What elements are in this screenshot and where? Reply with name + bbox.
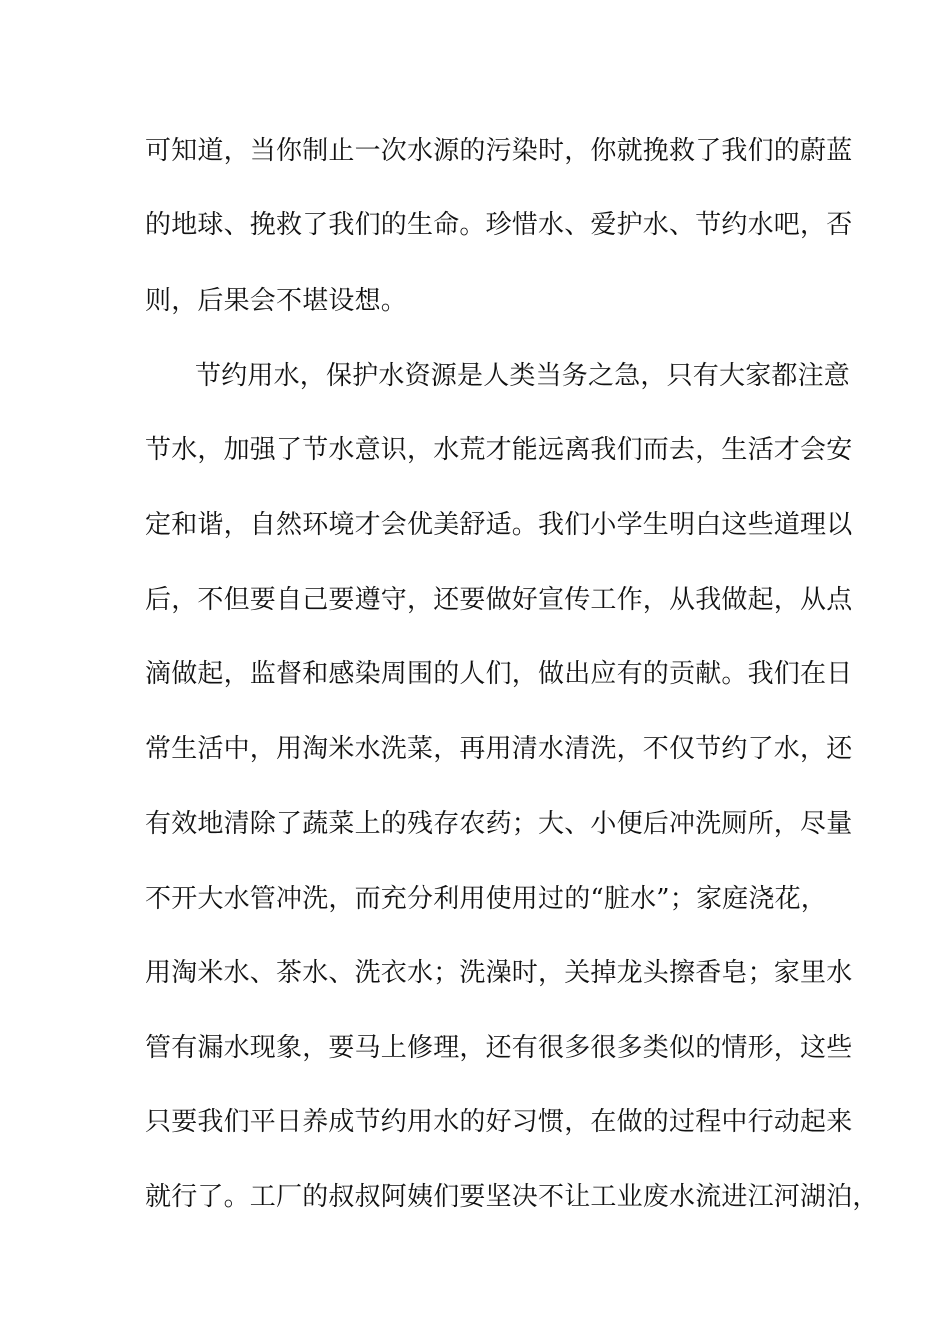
paragraph-line: 后，不但要自己要遵守，还要做好宣传工作，从我做起，从点 xyxy=(145,585,853,615)
paragraph-line: 就行了。工厂的叔叔阿姨们要坚决不让工业废水流进江河湖泊， xyxy=(145,1182,879,1212)
paragraph-line: 定和谐，自然环境才会优美舒适。我们小学生明白这些道理以 xyxy=(145,510,853,540)
paragraph-line: 管有漏水现象，要马上修理，还有很多很多类似的情形，这些 xyxy=(145,1033,853,1063)
paragraph-line: 只要我们平日养成节约用水的好习惯，在做的过程中行动起来 xyxy=(145,1107,853,1137)
paragraph-line: 常生活中，用淘米水洗菜，再用清水清洗，不仅节约了水，还 xyxy=(145,734,853,764)
paragraph-first-line: 节约用水，保护水资源是人类当务之急，只有大家都注意 xyxy=(195,361,851,391)
paragraph-line: 用淘米水、茶水、洗衣水；洗澡时，关掉龙头擦香皂；家里水 xyxy=(145,958,853,988)
paragraph-line: 不开大水管冲洗，而充分利用使用过的“脏水”；家庭浇花， xyxy=(145,884,827,914)
paragraph-line: 则，后果会不堪设想。 xyxy=(145,286,408,316)
paragraph-line: 节水，加强了节水意识，水荒才能远离我们而去，生活才会安 xyxy=(145,435,853,465)
paragraph-line: 有效地清除了蔬菜上的残存农药；大、小便后冲洗厕所，尽量 xyxy=(145,809,853,839)
paragraph-line: 的地球、挽救了我们的生命。珍惜水、爱护水、节约水吧，否 xyxy=(145,210,853,240)
paragraph-line: 可知道，当你制止一次水源的污染时，你就挽救了我们的蔚蓝 xyxy=(145,136,853,166)
paragraph-line: 滴做起，监督和感染周围的人们，做出应有的贡献。我们在日 xyxy=(145,659,853,689)
